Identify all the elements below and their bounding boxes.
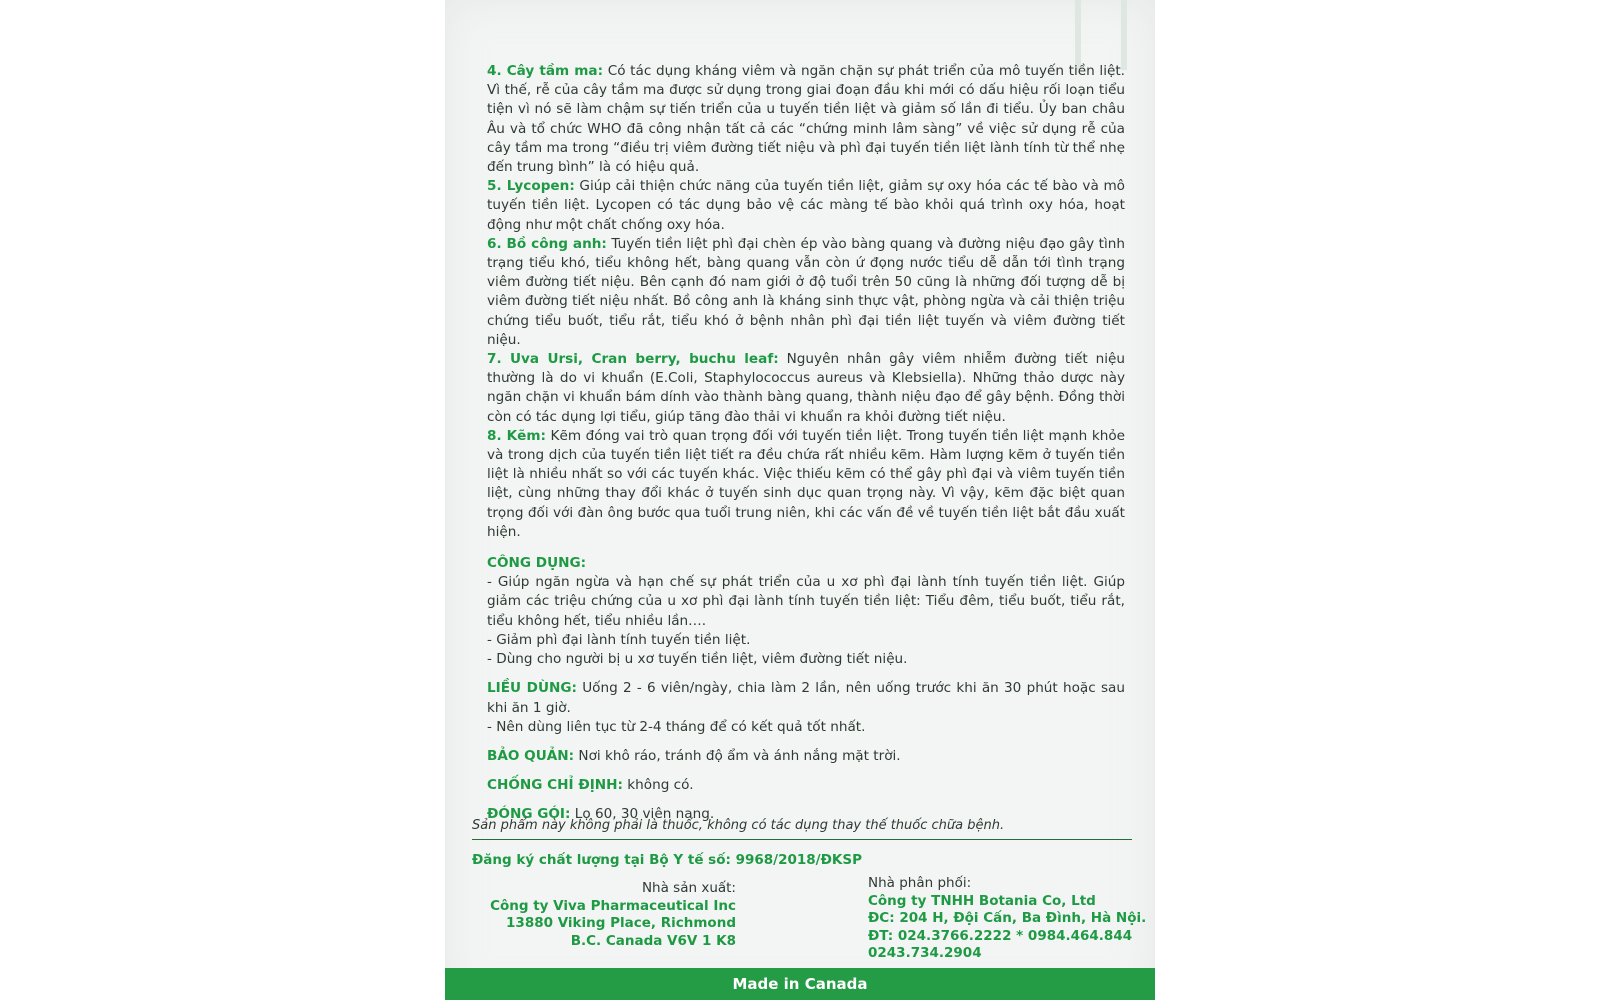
dosage-text: Uống 2 - 6 viên/ngày, chia làm 2 lần, nên uống trước khi ăn 30 phút hoặc sau khi ăn 1 giờ.: [487, 680, 1125, 716]
leaflet-sheet: [445, 0, 1155, 1000]
ingredient-6: [487, 235, 1125, 350]
contraindication-section: [487, 776, 1125, 795]
dosage-section: [487, 679, 1125, 737]
distributor-heading: Nhà phân phối:: [868, 875, 972, 891]
storage-label: BẢO QUẢN:: [487, 747, 575, 764]
distributor-name: Công ty TNHH Botania Co, Ltd: [868, 892, 1096, 909]
manufacturer-block: [470, 880, 736, 950]
packing-label: ĐÓNG GÓI:: [487, 806, 571, 823]
ingredient-text: Nguyên nhân gây viêm nhiễm đường tiết niệu thường là do vi khuẩn (E.Coli, Staphylococcus aureus và Klebsiella). Những thảo dược này ngăn chặn vi khuẩn bám dính vào thành bàng quang, thành niệu đạo để gây bệnh. Đồng thời còn có tác dụng lợi tiểu, giúp tăng đào thải vi khuẩn ra khỏi đường tiết niệu.: [487, 351, 1125, 425]
ingredient-4: [487, 62, 1125, 177]
ingredient-text: Kẽm đóng vai trò quan trọng đối với tuyến tiền liệt. Trong tuyến tiền liệt mạnh khỏe và trong dịch của tuyến tiền liệt tiết ra đều chứa rất nhiều kẽm. Hàm lượng kẽm ở tuyến tiền liệt là nhiều nhất so với các tuyến khác. Việc thiếu kẽm có thể gây phì đại và viêm tuyến tiền liệt, cùng những thay đổi khác ở tuyến sinh dục quan trọng này. Vì vậy, kẽm đặc biệt quan trọng đối với đàn ông bước qua tuổi trung niên, khi các vấn đề về tuyến tiền liệt bắt đầu xuất hiện.: [487, 427, 1125, 540]
disclaimer: Sản phẩm này không phải là thuốc, không có tác dụng thay thế thuốc chữa bệnh.: [472, 818, 1132, 840]
uses-line: - Dùng cho người bị u xơ tuyến tiền liệt, viêm đường tiết niệu.: [487, 651, 908, 668]
distributor-block: [868, 875, 1148, 963]
distributor-address: ĐC: 204 H, Đội Cấn, Ba Đình, Hà Nội.: [868, 910, 1147, 926]
dosage-note: - Nên dùng liên tục từ 2-4 tháng để có kết quả tốt nhất.: [487, 718, 866, 735]
storage-section: [487, 747, 1125, 766]
uses-line: - Giúp ngăn ngừa và hạn chế sự phát triển của u xơ phì đại lành tính tuyến tiền liệt. Giúp giảm các triệu chứng của u xơ phì đại lành tính tuyến tiền liệt: Tiểu đêm, tiểu buốt, tiểu rắt, tiểu không hết, tiểu nhiều lần….: [487, 574, 1125, 629]
storage-text: Nơi khô ráo, tránh độ ẩm và ánh nắng mặt trời.: [574, 747, 901, 764]
contraindication-line: [487, 776, 1125, 795]
made-in-banner: Made in Canada: [445, 968, 1155, 1000]
uses-section: [487, 554, 1125, 669]
ingredient-label: 8. Kẽm:: [487, 427, 546, 444]
storage-line: [487, 747, 1125, 766]
leaflet-content: [487, 62, 1125, 825]
manufacturer-name: Công ty Viva Pharmaceutical Inc: [490, 897, 736, 914]
packing-text: Lọ 60, 30 viên nang.: [570, 806, 715, 823]
manufacturer-address-2: B.C. Canada V6V 1 K8: [570, 932, 736, 949]
ingredient-5: [487, 177, 1125, 235]
ingredient-label: 5. Lycopen:: [487, 178, 575, 195]
ingredient-label: 4. Cây tầm ma:: [487, 63, 604, 79]
contraindication-text: không có.: [622, 777, 694, 794]
ingredient-text: Có tác dụng kháng viêm và ngăn chặn sự phát triển của mô tuyến tiền liệt. Vì thế, rễ của cây tầm ma được sử dụng trong giai đoạn đầu khi mới có dấu hiệu rối loạn tiểu tiện vì nó sẽ làm chậm sự tiến triển của u tuyến tiền liệt và giảm số lần đi tiểu. Ủy ban châu Âu và tổ chức WHO đã công nhận tất cả các “chứng minh lâm sàng” về việc sử dụng rễ của cây tầm ma trong “điều trị viêm đường tiết niệu và phì đại tuyến tiền liệt lành tính từ thể nhẹ đến trung bình” là có hiệu quả.: [487, 63, 1125, 176]
ingredient-label: 6. Bồ công anh:: [487, 235, 607, 252]
ingredient-7: [487, 350, 1125, 427]
dosage-text-line: [487, 679, 1125, 717]
ingredient-text: Tuyến tiền liệt phì đại chèn ép vào bàng quang và đường niệu đạo gây tình trạng tiểu khó, tiểu không hết, bàng quang vẫn còn ứ đọng nước tiểu dễ dẫn tới tình trạng viêm đường tiết niệu. Bên cạnh đó nam giới ở độ tuổi trên 50 cũng là những đối tượng dễ bị viêm đường tiết niệu nhất. Bồ công anh là kháng sinh thực vật, phòng ngừa và cải thiện triệu chứng tiểu buốt, tiểu rắt, tiểu khó ở bệnh nhân phì đại tiền liệt tuyến và viêm đường tiết niệu.: [487, 235, 1125, 348]
distributor-phone-2: 0243.734.2904: [868, 945, 982, 961]
ingredient-8: [487, 427, 1125, 542]
contraindication-label: CHỐNG CHỈ ĐỊNH:: [487, 777, 623, 794]
uses-line: - Giảm phì đại lành tính tuyến tiền liệt.: [487, 631, 751, 648]
dosage-label: LIỀU DÙNG:: [487, 680, 577, 697]
distributor-phone: ĐT: 024.3766.2222 * 0984.464.844: [868, 927, 1133, 944]
uses-heading: CÔNG DỤNG:: [487, 555, 587, 572]
ingredient-text: Giúp cải thiện chức năng của tuyến tiền liệt, giảm sự oxy hóa các tế bào và mô tuyến tiền liệt. Lycopen có tác dụng bảo vệ các màng tế bào khỏi quá trình oxy hóa, hoạt động như một chất chống oxy hóa.: [487, 178, 1125, 233]
decorative-mark: [1075, 0, 1127, 70]
ingredient-label: 7. Uva Ursi, Cran berry, buchu leaf:: [487, 351, 779, 368]
registration-number: Đăng ký chất lượng tại Bộ Y tế số: 9968/2018/ĐKSP: [472, 852, 862, 868]
manufacturer-heading: Nhà sản xuất:: [641, 880, 736, 896]
manufacturer-address-1: 13880 Viking Place, Richmond: [506, 915, 736, 931]
